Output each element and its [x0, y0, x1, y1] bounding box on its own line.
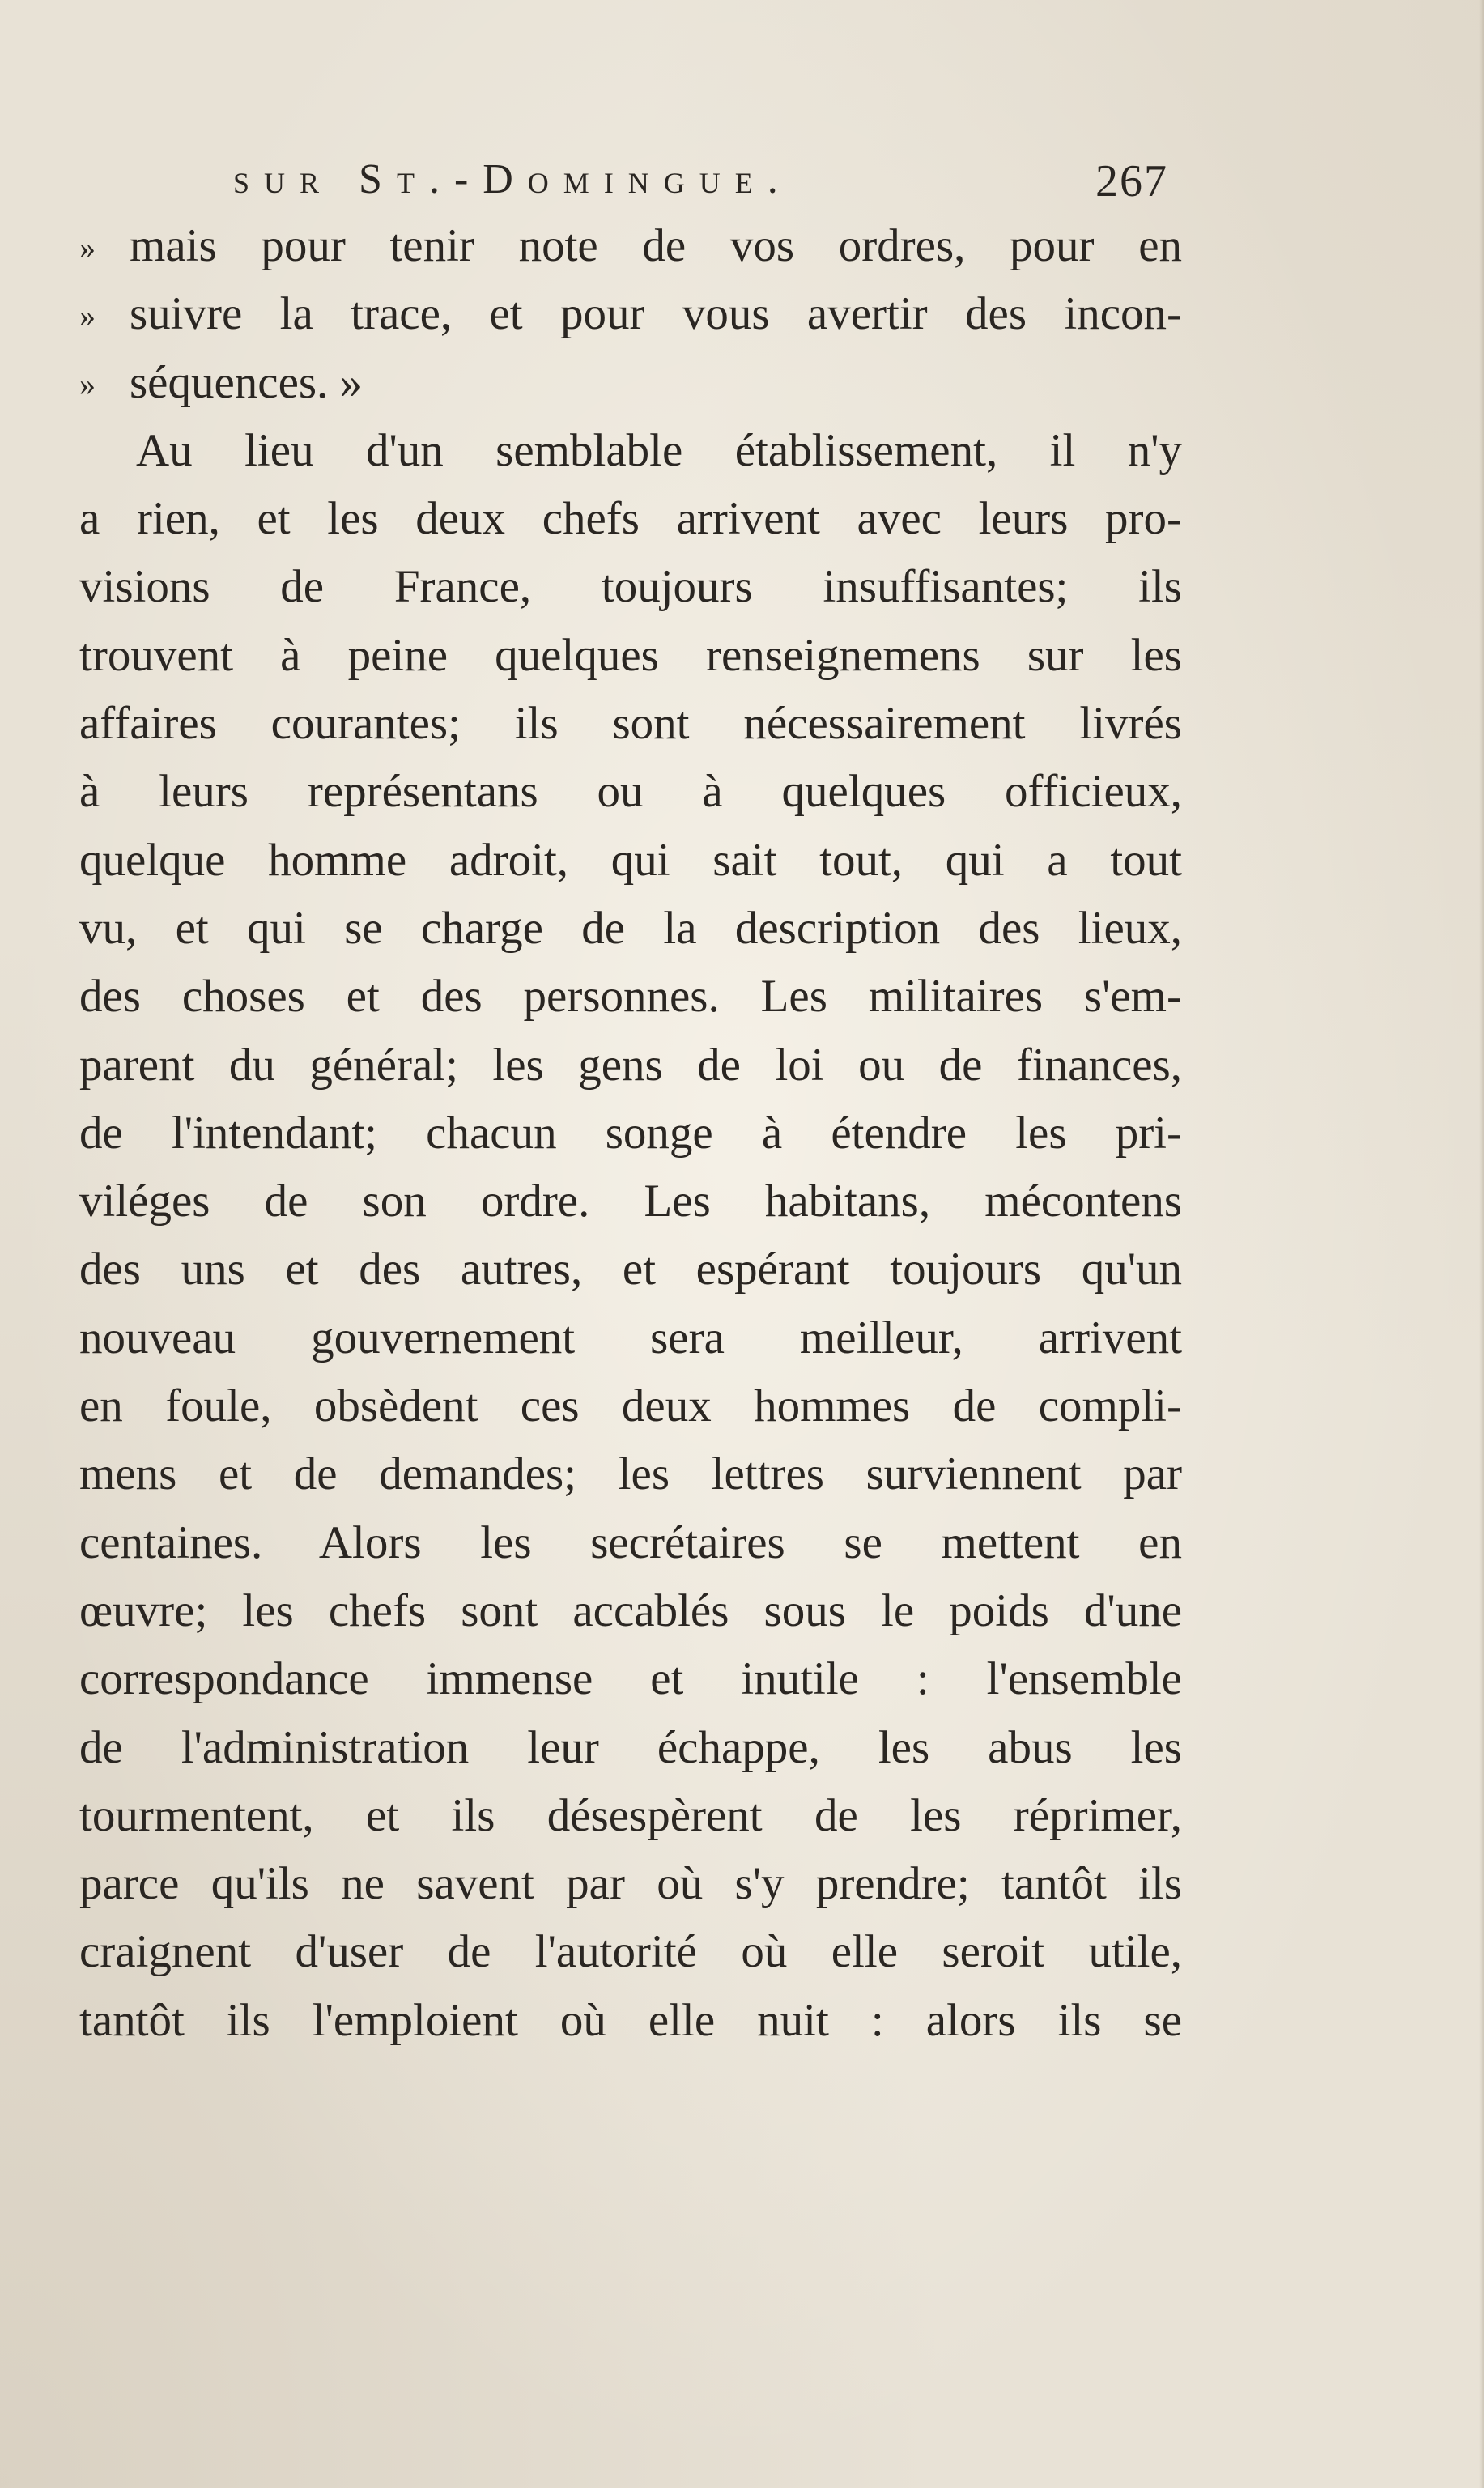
text-line: parce qu'ils ne savent par où s'y prendre; tantôt ils — [79, 1858, 1182, 1910]
page-number: 267 — [1095, 156, 1168, 206]
text-line: tantôt ils l'emploient où elle nuit : alors ils se — [79, 1994, 1182, 2046]
text-line: viléges de son ordre. Les habitans, mécontens — [79, 1176, 1182, 1227]
text-line: correspondance immense et inutile : l'ensemble — [79, 1653, 1182, 1705]
quote-mark: » — [79, 297, 96, 334]
text-line: en foule, obsèdent ces deux hommes de compli- — [79, 1380, 1182, 1432]
running-head-title: sur St.-Domingue. — [233, 156, 793, 202]
text-line: » séquences. » — [79, 349, 1182, 417]
body-text — [79, 212, 1182, 2055]
text-line: des uns et des autres, et espérant toujours qu'un — [79, 1244, 1182, 1295]
text-line: visions de France, toujours insuffisantes; ils — [79, 561, 1182, 613]
text-line: œuvre; les chefs sont accablés sous le poids d'une — [79, 1584, 1182, 1636]
text-line: de l'intendant; chacun songe à étendre les pri- — [79, 1107, 1182, 1159]
text-line: de l'administration leur échappe, les abus les — [79, 1721, 1182, 1773]
quote-mark: » — [79, 229, 96, 266]
text-line: affaires courantes; ils sont nécessairement livrés — [79, 698, 1182, 750]
paragraph-start-line: Au lieu d'un semblable établissement, il n'y — [136, 424, 1182, 476]
text-line: mens et de demandes; les lettres surviennent par — [79, 1448, 1182, 1500]
text-line: quelque homme adroit, qui sait tout, qui a tout — [79, 834, 1182, 886]
text-line: » mais pour tenir note de vos ordres, pour en — [79, 212, 1182, 280]
text-line: nouveau gouvernement sera meilleur, arrivent — [79, 1312, 1182, 1363]
quote-mark: » — [79, 365, 96, 402]
text-line: des choses et des personnes. Les militaires s'em- — [79, 971, 1182, 1023]
text-line: à leurs représentans ou à quelques officieux, — [79, 766, 1182, 818]
text-line: tourmentent, et ils désespèrent de les réprimer, — [79, 1789, 1182, 1841]
text-line: trouvent à peine quelques renseignemens sur les — [79, 629, 1182, 681]
text-line: parent du général; les gens de loi ou de finances, — [79, 1039, 1182, 1091]
text-line: vu, et qui se charge de la description des lieux, — [79, 902, 1182, 954]
text-line: a rien, et les deux chefs arrivent avec leurs pro- — [79, 493, 1182, 545]
text-line: » suivre la trace, et pour vous avertir des incon- — [79, 280, 1182, 348]
running-head — [233, 155, 1168, 212]
page-edge-shadow — [1479, 0, 1484, 2488]
text-line: centaines. Alors les secrétaires se mettent en — [79, 1516, 1182, 1568]
text-line: craignent d'user de l'autorité où elle seroit utile, — [79, 1926, 1182, 1978]
